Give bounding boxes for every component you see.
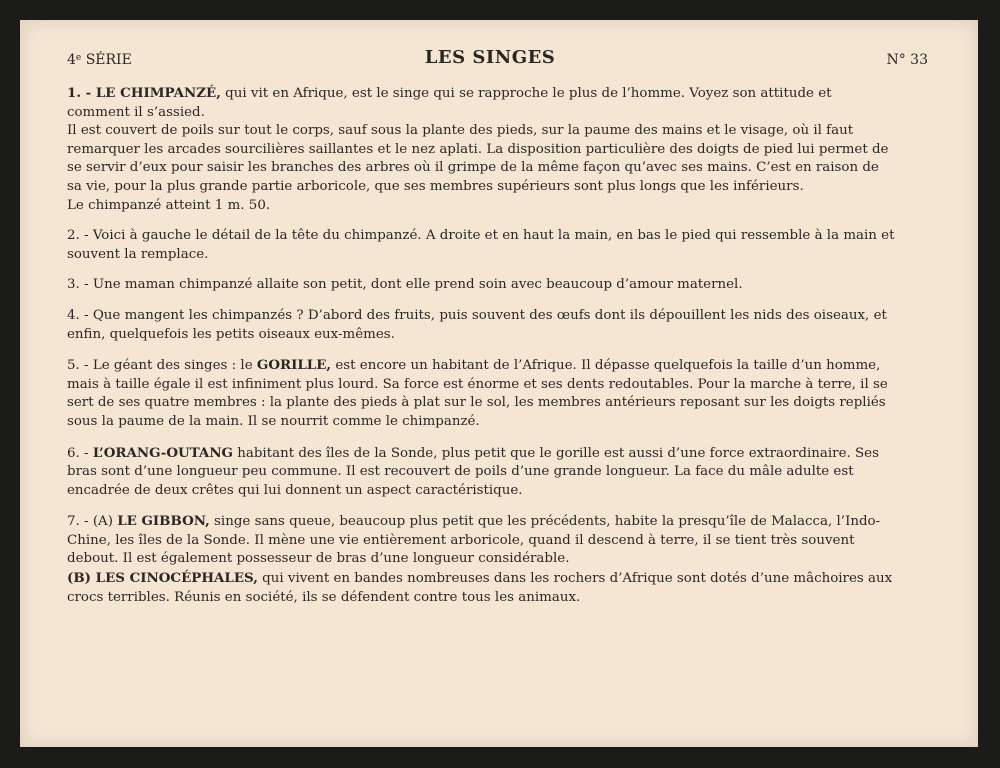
paragraph-7-text: singe sans queue, beaucoup plus petit que les précédents, habite la presqu’île de Malacca, l’Indo-Chine, les îles de la Sonde. Il mène une vie entièrement arboricole, quand il descend à terre, il se tient très souvent debout. Il est également possesseur de bras d’une longueur considérable. xyxy=(67,514,881,567)
paragraph-4-text: 4. - Que mangent les chimpanzés ? D’abord des fruits, puis souvent des œufs dont ils dépouillent les nids des oiseaux, et enfin, quelquefois les petits oiseaux eux-mêmes. xyxy=(67,307,887,342)
paragraph-7b-text: qui vivent en bandes nombreuses dans les rochers d’Afrique sont dotés d’une mâchoires aux crocs terribles. Réunis en société, ils se défendent contre tous les animaux. xyxy=(67,571,893,605)
paragraph-1-description: Il est couvert de poils sur tout le corps, sauf sous la plante des pieds, sur la paume des mains et le visage, où il faut remarquer les arcades sourcilières saillantes et le nez aplati. La disposition particulière des doigts de pied lui permet de se servir d’eux pour saisir les branches des arbres où il grimpe de la même façon qu’avec ses mains. C’est en raison de sa vie, pour la plus grande partie arboricole, que ses membres supérieurs sont plus longs que les inférieurs. xyxy=(67,123,889,194)
paragraph-5-text: est encore un habitant de l’Afrique. Il dépasse quelquefois la taille d’un homme, mais à taille égale il est infiniment plus lourd. Sa force est énorme et ses dents redoutables. Pour la marche à terre, il se sert de ses quatre membres : la plante des pieds à plat sur le sol, les membres antérieurs reposant sur les doigts repliés sous la paume de la main. Il se nourrit comme le chimpanzé. xyxy=(67,358,888,429)
paragraph-6-text: habitant des îles de la Sonde, plus petit que le gorille est aussi d’une force extraordinaire. Ses bras sont d’une longueur peu commune. Il est recouvert de poils d’une grande longueur. La face du mâle adulte est encadrée de deux crêtes qui lui donnent un aspect caractéristique. xyxy=(67,445,879,498)
paragraph-4 xyxy=(67,307,895,344)
card-number: N° 33 xyxy=(886,52,928,68)
page-title: LES SINGES xyxy=(424,47,556,68)
series-word: SÉRIE xyxy=(85,52,132,68)
paragraph-1 xyxy=(67,84,895,215)
paragraph-7b-heading: LES CINOCÉPHALES, xyxy=(95,570,258,587)
series-suffix: e xyxy=(75,53,82,63)
paragraph-1-height: Le chimpanzé atteint 1 m. 50. xyxy=(67,197,271,213)
paragraph-3-text: 3. - Une maman chimpanzé allaite son petit, dont elle prend soin avec beaucoup d’amour maternel. xyxy=(67,277,743,293)
paragraph-7 xyxy=(67,512,895,607)
paragraph-5-intro: 5. - Le géant des singes : le xyxy=(67,358,257,374)
paragraph-6-heading: L’ORANG-OUTANG xyxy=(92,444,233,461)
paragraph-5-heading: GORILLE, xyxy=(256,357,332,374)
paragraph-5 xyxy=(67,356,895,431)
card-text xyxy=(67,84,895,619)
paragraph-2 xyxy=(67,227,895,264)
paragraph-1-text: qui vit en Afrique, est le singe qui se rapproche le plus de l’homme. Voyez son attitude et comment il s’assied. xyxy=(67,86,832,120)
paragraph-6 xyxy=(67,444,895,501)
paragraph-7-heading: LE GIBBON, xyxy=(117,513,210,530)
paragraph-1-number: 1. - xyxy=(67,85,96,101)
paragraph-7b-label: (B) xyxy=(67,570,96,587)
series-number: 4 xyxy=(67,52,76,68)
paragraph-7-intro: 7. - (A) xyxy=(67,514,118,530)
paragraph-6-number: 6. - xyxy=(67,445,93,461)
paragraph-1-heading: LE CHIMPANZÉ, xyxy=(95,85,221,101)
paragraph-3 xyxy=(67,276,895,295)
paragraph-2-text: 2. - Voici à gauche le détail de la tête du chimpanzé. A droite et en haut la main, en bas le pied qui ressemble à la main et souvent la remplace. xyxy=(67,228,895,262)
